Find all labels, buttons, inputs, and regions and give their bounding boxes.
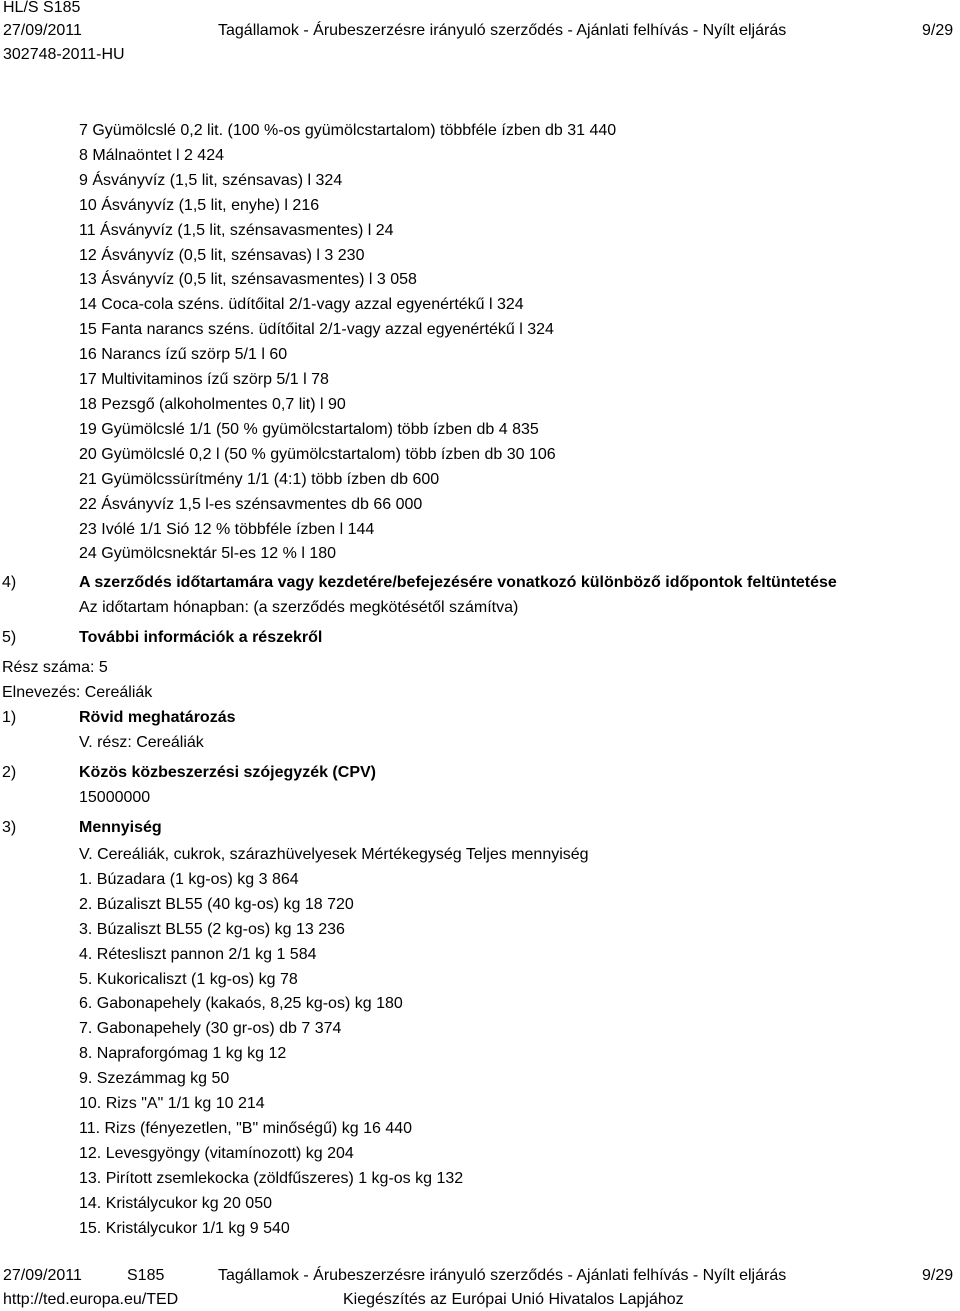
footer-title: Tagállamok - Árubeszerzésre irányuló szerződés - Ajánlati felhívás - Nyílt eljárás: [218, 1267, 787, 1284]
subsection-1-title: Rövid meghatározás: [79, 709, 236, 726]
subsection-3-title: Mennyiség: [79, 819, 162, 836]
list-item: 12. Levesgyöngy (vitamínozott) kg 204: [79, 1144, 354, 1162]
quantity-list: [79, 843, 589, 1242]
list-item: 16 Narancs ízű szörp 5/1 l 60: [79, 346, 288, 364]
subsection-1-text: V. rész: Cereáliák: [79, 734, 204, 751]
list-item: 13. Pirított zsemlekocka (zöldfűszeres) 1 kg-os kg 132: [79, 1169, 464, 1187]
footer-date: 27/09/2011: [3, 1267, 82, 1284]
list-item: 13 Ásványvíz (0,5 lit, szénsavasmentes) l 3 058: [79, 271, 417, 289]
list-item: 10. Rizs "A" 1/1 kg 10 214: [79, 1095, 265, 1113]
item-list-top: [79, 119, 616, 567]
header-page-number: 9/29: [922, 22, 954, 39]
list-item: 20 Gyümölcslé 0,2 l (50 % gyümölcstartalom) több ízben db 30 106: [79, 445, 556, 463]
list-item: 2. Búzaliszt BL55 (40 kg-os) kg 18 720: [79, 895, 354, 913]
list-item: 21 Gyümölcssürítmény 1/1 (4:1) több ízben db 600: [79, 470, 440, 488]
list-item: 9 Ásványvíz (1,5 lit, szénsavas) l 324: [79, 171, 343, 189]
list-item: 6. Gabonapehely (kakaós, 8,25 kg-os) kg 180: [79, 995, 403, 1013]
list-item: 23 Ivólé 1/1 Sió 12 % többféle ízben l 144: [79, 520, 375, 538]
subsection-2-title: Közös közbeszerzési szójegyzék (CPV): [79, 764, 376, 781]
footer-url[interactable]: http://ted.europa.eu/TED: [3, 1291, 179, 1308]
subsection-2-number: 2): [2, 764, 17, 781]
quantity-header-text: V. Cereáliák, cukrok, szárazhüvelyesek Mértékegység Teljes mennyiség: [79, 846, 589, 863]
list-item: 15. Kristálycukor 1/1 kg 9 540: [79, 1219, 290, 1237]
list-item: 5. Kukoricaliszt (1 kg-os) kg 78: [79, 970, 298, 988]
list-item: 19 Gyümölcslé 1/1 (50 % gyümölcstartalom) több ízben db 4 835: [79, 420, 539, 438]
list-item: 22 Ásványvíz 1,5 l-es szénsavmentes db 66 000: [79, 495, 423, 513]
section-4-text: Az időtartam hónapban: (a szerződés megkötésétől számítva): [79, 599, 519, 616]
list-item: 14 Coca-cola széns. üdítőital 2/1-vagy azzal egyenértékű l 324: [79, 296, 524, 314]
list-item: 3. Búzaliszt BL55 (2 kg-os) kg 13 236: [79, 920, 345, 938]
list-item: 18 Pezsgő (alkoholmentes 0,7 lit) l 90: [79, 395, 346, 413]
list-item: 10 Ásványvíz (1,5 lit, enyhe) l 216: [79, 196, 320, 214]
list-item: 8 Málnaöntet l 2 424: [79, 146, 224, 164]
section-4-title: A szerződés időtartamára vagy kezdetére/befejezésére vonatkozó különböző időpontok feltüntetése: [79, 574, 837, 591]
header-date: 27/09/2011: [3, 22, 82, 39]
list-item: 8. Napraforgómag 1 kg kg 12: [79, 1045, 287, 1063]
list-item: 11 Ásványvíz (1,5 lit, szénsavasmentes) l 24: [79, 221, 394, 239]
list-item: 11. Rizs (fényezetlen, "B" minőségű) kg 16 440: [79, 1119, 413, 1137]
header-title: Tagállamok - Árubeszerzésre irányuló szerződés - Ajánlati felhívás - Nyílt eljárás: [218, 22, 787, 39]
list-item: 4. Rétesliszt pannon 2/1 kg 1 584: [79, 945, 317, 963]
section-5-title: További információk a részekről: [79, 629, 323, 646]
section-5-number: 5): [2, 629, 17, 646]
list-item: 12 Ásványvíz (0,5 lit, szénsavas) l 3 230: [79, 246, 365, 264]
footer-series: S185: [127, 1267, 165, 1284]
list-item: 7 Gyümölcslé 0,2 lit. (100 %-os gyümölcstartalom) többféle ízben db 31 440: [79, 122, 617, 139]
section-4-number: 4): [2, 574, 17, 591]
part-number: Rész száma: 5: [2, 659, 108, 676]
list-item: 14. Kristálycukor kg 20 050: [79, 1194, 272, 1212]
list-item: 15 Fanta narancs széns. üdítőital 2/1-vagy azzal egyenértékű l 324: [79, 321, 554, 339]
subsection-3-number: 3): [2, 819, 17, 836]
footer-supplement: Kiegészítés az Európai Unió Hivatalos Lapjához: [343, 1291, 684, 1308]
cpv-code: 15000000: [79, 789, 151, 806]
part-name: Elnevezés: Cereáliák: [2, 684, 153, 701]
subsection-1-number: 1): [2, 709, 17, 726]
list-item: 9. Szezámmag kg 50: [79, 1070, 230, 1088]
header-series: HL/S S185: [3, 0, 81, 16]
list-item: 17 Multivitaminos ízű szörp 5/1 l 78: [79, 371, 329, 389]
list-item: 7. Gabonapehely (30 gr-os) db 7 374: [79, 1020, 342, 1038]
list-item: 1. Búzadara (1 kg-os) kg 3 864: [79, 870, 299, 888]
footer-page-number: 9/29: [922, 1267, 954, 1284]
header-doc-id: 302748-2011-HU: [3, 46, 125, 63]
list-item: 24 Gyümölcsnektár 5l-es 12 % l 180: [79, 545, 337, 563]
